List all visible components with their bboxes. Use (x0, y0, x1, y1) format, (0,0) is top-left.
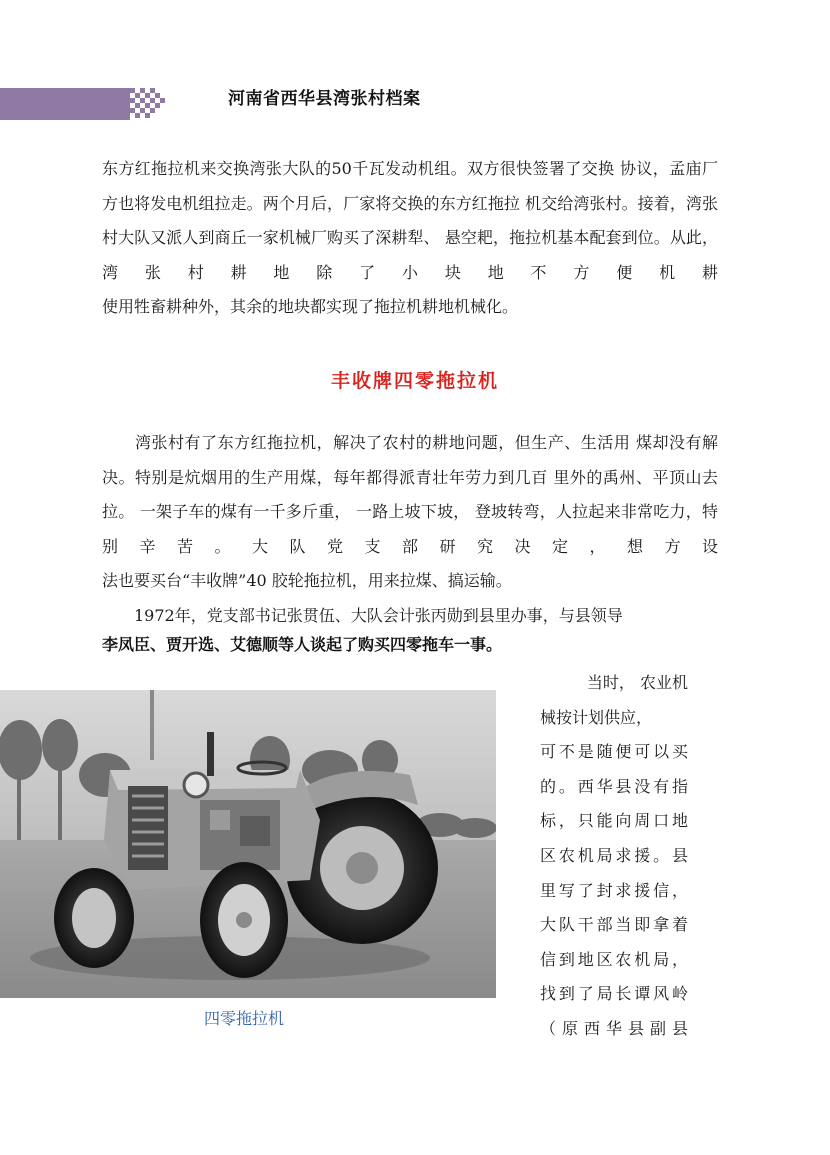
intro-line: 东方红拖拉机来交换湾张大队的50千瓦发动机组。双方很快签署了交换 (102, 159, 615, 178)
body-line: 煤却没有解决。特别是炕烟用的生产用煤，每年都得派青壮年劳力到几百 (102, 433, 718, 487)
tractor-photo (0, 690, 496, 998)
body-line: 1972年，党支部书记张贯伍、大队会计张丙勋到县里办事，与县领导 (102, 605, 623, 625)
body-line: 法也要买台“丰收牌”40 胶轮拖拉机，用来拉煤、搞运输。 (102, 571, 512, 590)
side-line: 的。西华县没有指 (540, 776, 688, 796)
side-line: 信到地区农机局， (540, 949, 688, 969)
intro-line: 使用牲畜耕种外，其余的地块都实现了拖拉机耕地机械化。 (102, 297, 519, 316)
side-text-column (540, 666, 688, 1047)
body-line: 登坡转弯，人拉起来非常吃力，特别辛苦。大队党支部研究决定，想方设 (102, 502, 718, 556)
page-header-title: 河南省西华县湾张村档案 (228, 89, 421, 109)
side-line: 里写了封求援信， (540, 880, 688, 900)
body-line: 里外的禹州、平顶山去拉。 一架子车的煤有一千多斤重， 一路上坡下坡， (102, 467, 718, 521)
bold-body-line: 李凤臣、贾开选、艾德顺等人谈起了购买四零拖车一事。 (102, 635, 503, 654)
side-line: 可不是随便可以买 (540, 742, 688, 762)
side-line: 械按计划供应， (540, 707, 653, 727)
header-bar (0, 88, 130, 120)
intro-line: 机交给湾张村。接着，湾张村大队又派人到商丘一家机械厂购买了深耕犁、 (102, 193, 718, 247)
side-line: 找到了局长谭风岭 (540, 984, 688, 1004)
side-line: 区农机局求援。县 (540, 845, 688, 865)
side-line: （原西华县副县 (540, 1018, 688, 1038)
side-line: 当时， 农业机 (586, 673, 688, 692)
side-line: 大队干部当即拿着 (540, 915, 688, 935)
intro-line: 悬空耙，拖拉机基本配套到位。从此，湾张村耕地除了小块地不方便机耕 (102, 228, 718, 282)
body-line: 湾张村有了东方红拖拉机，解决了农村的耕地问题，但生产、生活用 (102, 433, 631, 452)
intro-paragraph (102, 152, 718, 325)
intro-line: 协议，孟庙厂方也将发电机组拉走。两个月后，厂家将交换的东方红拖拉 (102, 159, 718, 213)
photo-caption: 四零拖拉机 (204, 1009, 285, 1028)
header-checker-pattern (130, 88, 170, 120)
section-title: 丰收牌四零拖拉机 (330, 370, 499, 392)
body-paragraph (102, 426, 718, 633)
side-line: 标，只能向周口地 (540, 811, 688, 831)
